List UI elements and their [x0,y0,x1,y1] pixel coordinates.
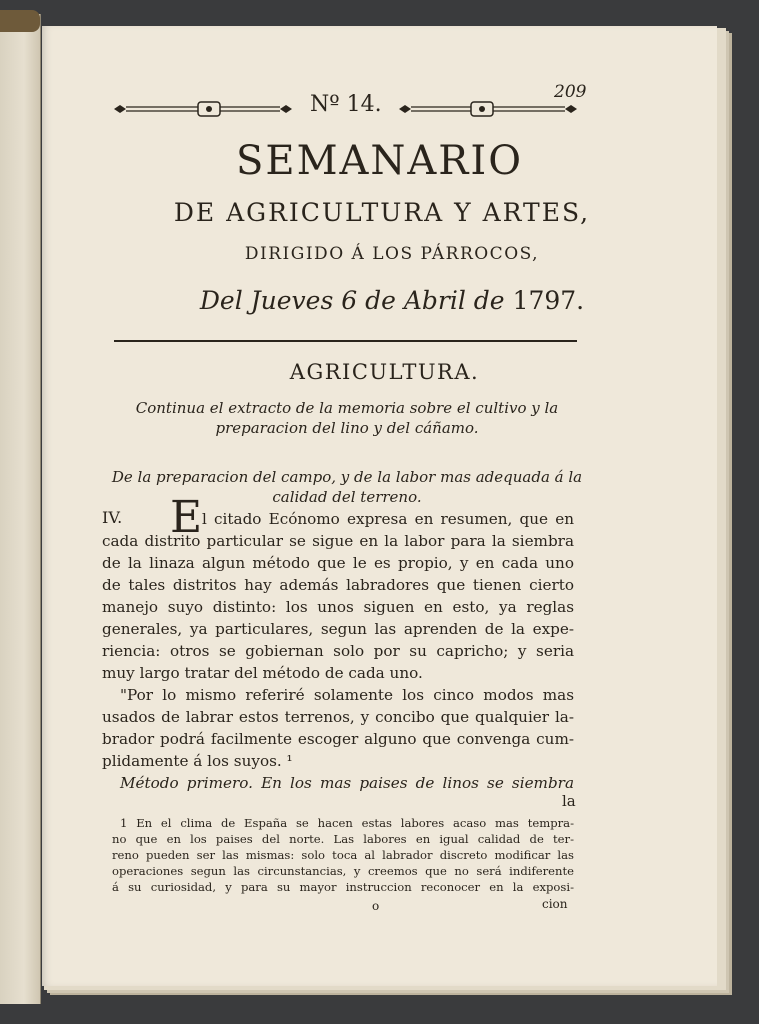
body-line: generales, ya particulares, segun las aprenden de la expe- [102,620,574,638]
body-line: de la linaza algun método que le es propio, y en cada uno [102,554,574,572]
drop-cap: E [170,492,203,543]
body-line: muy largo tratar del método de cada uno. [102,664,423,682]
footnote-line: á su curiosidad, y para su mayor instruccion reconocer en la exposi- [112,880,574,894]
body-line: usados de labrar estos terrenos, y concibo que qualquier la- [102,708,574,726]
body-line: Método primero. En los mas paises de linos se siembra [120,774,574,792]
body-line: cada distrito particular se sigue en la labor para la siembra [102,532,574,550]
horizontal-rule [114,340,577,342]
footnote-line: no que en los paises del norte. Las labores en igual calidad de ter- [112,832,574,846]
catchword: la [562,792,576,810]
date-text: Del Jueves 6 de Abril de [199,286,505,315]
left-page-edge [0,14,41,1004]
body-line: manejo suyo distinto: los unos siguen en esto, ya reglas [102,598,574,616]
signature-mark: o [372,899,380,913]
dedication: DIRIGIDO Á LOS PÁRROCOS, [244,244,540,264]
body-line: riencia: otros se gobiernan solo por su capricho; y seria [102,642,574,660]
body-line: brador podrá facilmente escoger alguno que convenga cum- [102,730,574,748]
date-year: 1797. [512,286,585,315]
page-number: 209 [554,82,587,102]
footnote-line: 1 En el clima de España se hacen estas labores acaso mas tempra- [120,816,574,830]
publication-subtitle: DE AGRICULTURA Y ARTES, [173,198,591,227]
footnote-catchword: cion [542,897,568,911]
body-line: plidamente á los suyos. ¹ [102,752,293,770]
footnote-line: reno pueden ser las mismas: solo toca al labrador discreto modificar las [112,848,574,862]
binding-edge [0,10,40,32]
subheading-preparacion: De la preparacion del campo, y de la labor mas adequada á la calidad del terreno. [111,468,583,506]
footnote-line: operaciones segun las circunstancias, y creemos que no será indiferente [112,864,574,878]
ornament-right-icon [399,99,577,119]
paragraph-label: IV. [102,508,123,527]
body-line: "Por lo mismo referiré solamente los cinco modos mas [120,686,574,704]
body-line: de tales distritos hay además labradores que tienen cierto [102,576,574,594]
body-line: l citado Ecónomo expresa en resumen, que en [202,510,574,528]
date-line [142,286,642,315]
publication-title: SEMANARIO [235,138,524,184]
subheading-memoria: Continua el extracto de la memoria sobre el cultivo y la preparacion del lino y del cáñamo. [135,399,559,437]
book-page [42,26,717,986]
ornament-left-icon [114,99,292,119]
issue-number: Nº 14. [310,92,382,117]
section-title: AGRICULTURA. [289,360,480,384]
